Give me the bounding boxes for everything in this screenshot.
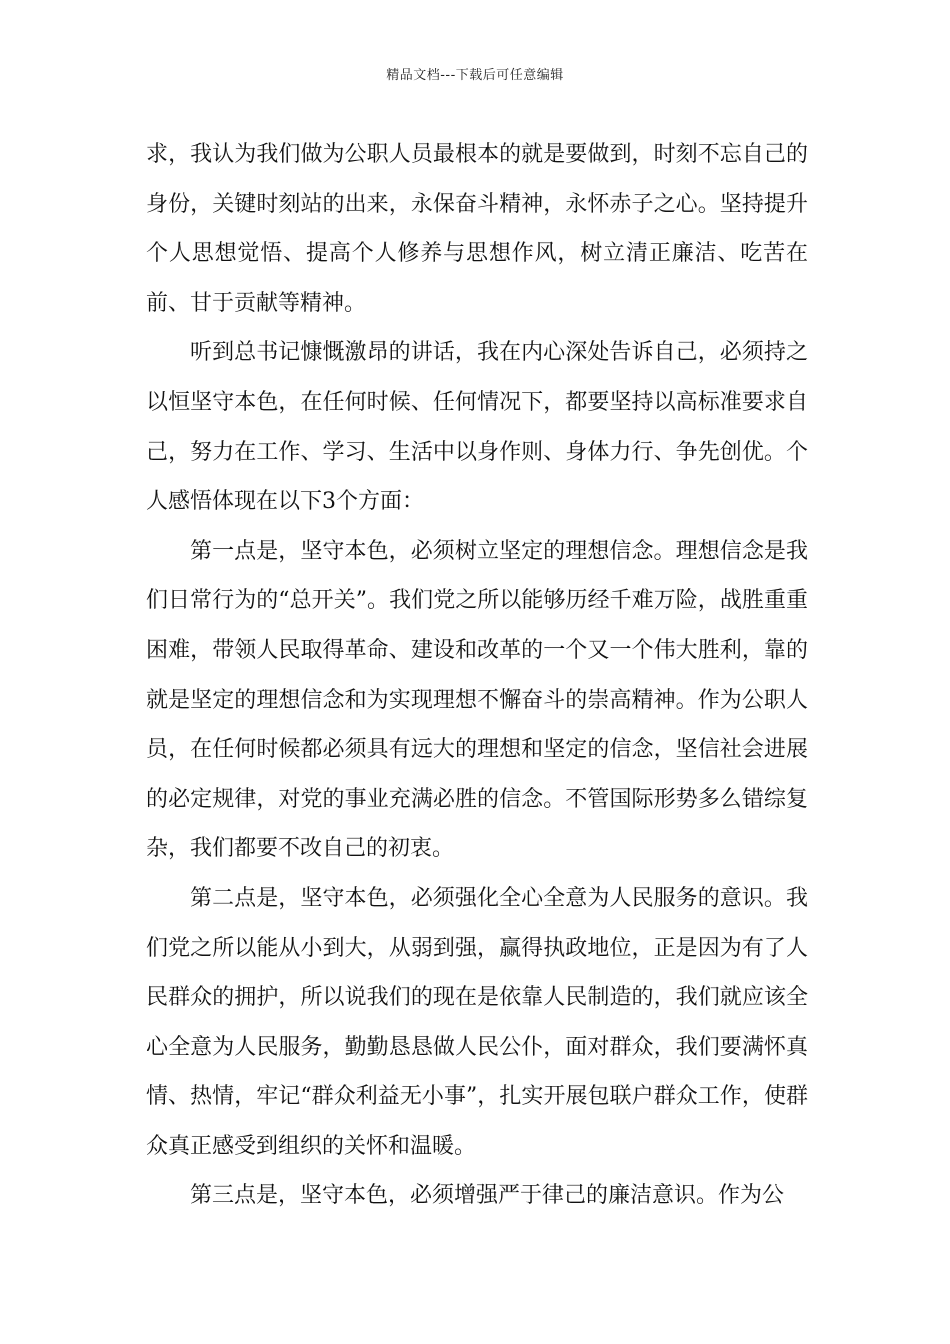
paragraph-2: 听到总书记慷慨激昂的讲话，我在内心深处告诉自己，必须持之以恒坚守本色，在任何时候、任何情况下，都要坚持以高标准要求自己，努力在工作、学习、生活中以身作则、身体力行、争先创优。个人感悟体现在以下3个方面：	[146, 340, 808, 515]
paragraph-5: 第三点是，坚守本色，必须增强严于律己的廉洁意识。作为公	[190, 1183, 785, 1209]
paragraph-3: 第一点是，坚守本色，必须树立坚定的理想信念。理想信念是我们日常行为的“总开关”。我们党之所以能够历经千难万险，战胜重重困难，带领人民取得革命、建设和改革的一个又一个伟大胜利，靠的就是坚定的理想信念和为实现理想不懈奋斗的崇高精神。作为公职人员，在任何时候都必须具有远大的理想和坚定的信念，坚信社会进展的必定规律，对党的事业充满必胜的信念。不管国际形势多么错综复杂，我们都要不改自己的初衷。	[146, 538, 808, 862]
paragraph-4: 第二点是，坚守本色，必须强化全心全意为人民服务的意识。我们党之所以能从小到大，从弱到强，赢得执政地位，正是因为有了人民群众的拥护，所以说我们的现在是依靠人民制造的，我们就应该全心全意为人民服务，勤勤恳恳做人民公仆，面对群众，我们要满怀真情、热情，牢记“群众利益无小事”，扎实开展包联户群众工作，使群众真正感受到组织的关怀和温暖。	[146, 885, 808, 1159]
page-header: 精品文档---下载后可任意编辑	[386, 68, 564, 83]
document-body	[146, 130, 808, 1221]
paragraph-1: 求，我认为我们做为公职人员最根本的就是要做到，时刻不忘自己的身份，关键时刻站的出来，永保奋斗精神，永怀赤子之心。坚持提升个人思想觉悟、提高个人修养与思想作风，树立清正廉洁、吃苦在前、甘于贡献等精神。	[146, 142, 808, 316]
